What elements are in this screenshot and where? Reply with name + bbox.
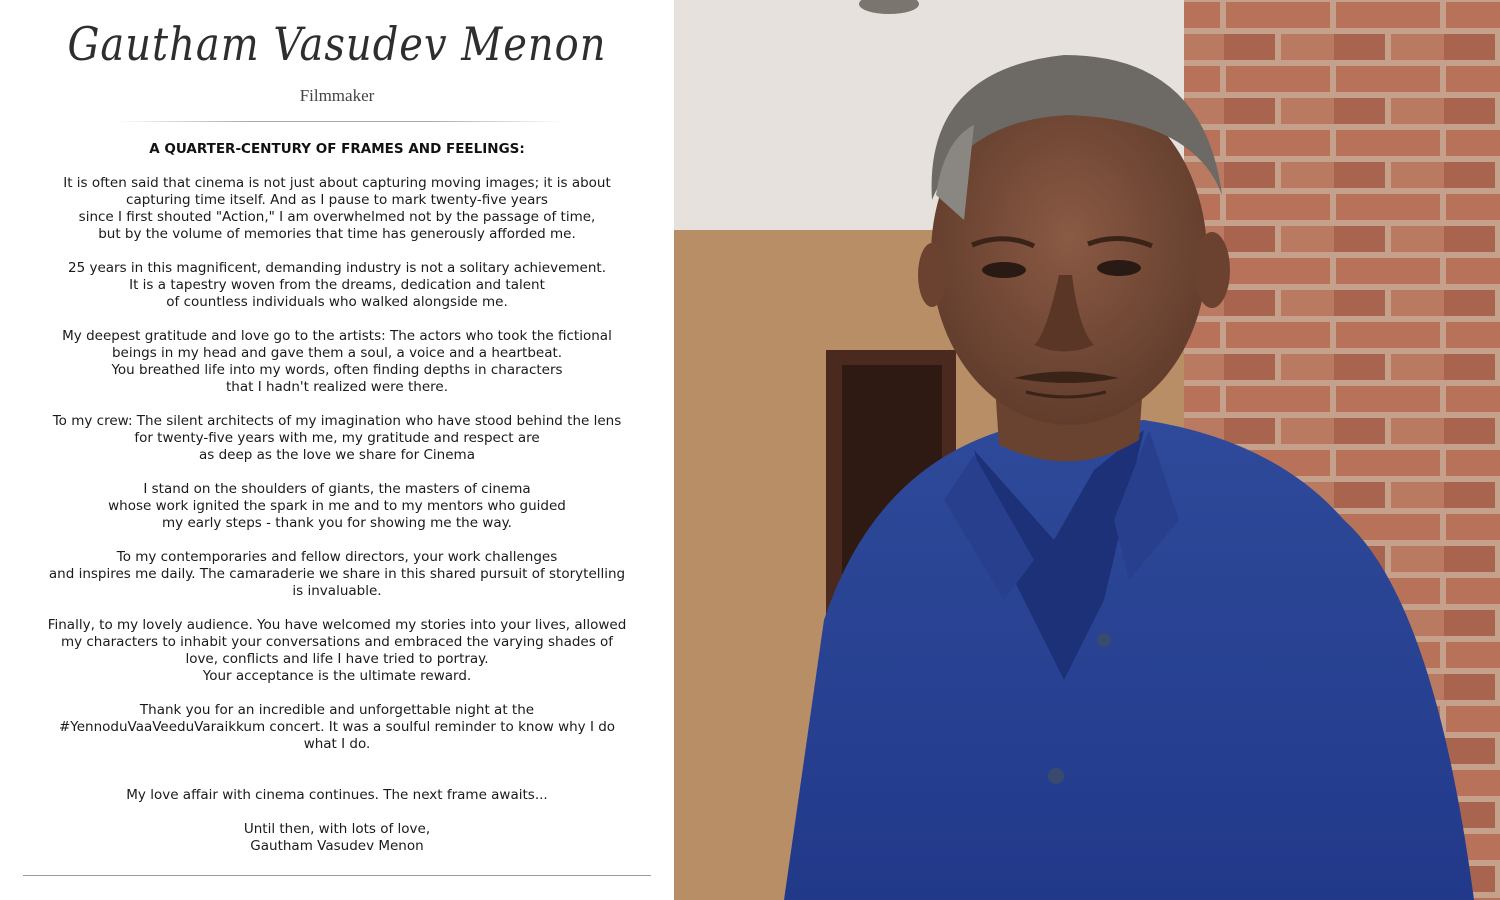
letter-heading: A QUARTER-CENTURY OF FRAMES AND FEELINGS: xyxy=(149,141,525,157)
closing-line: Until then, with lots of love, xyxy=(243,821,431,837)
para-line: since I first shouted "Action," I am overwhelmed not by the passage of time, xyxy=(78,209,596,225)
para-line: capturing time itself. And as I pause to mark twenty-five years xyxy=(126,192,548,208)
paragraph-9 xyxy=(40,787,634,804)
para-line: is invaluable. xyxy=(292,583,382,599)
para-line: but by the volume of memories that time has generously afforded me. xyxy=(98,226,576,242)
para-line: You breathed life into my words, often finding depths in characters xyxy=(111,362,563,378)
divider-bottom xyxy=(23,875,651,876)
para-line: of countless individuals who walked alongside me. xyxy=(166,294,508,310)
paragraph-4 xyxy=(40,413,634,464)
para-line: as deep as the love we share for Cinema xyxy=(199,447,475,463)
para-line: Your acceptance is the ultimate reward. xyxy=(202,668,472,684)
portrait-photo xyxy=(674,0,1500,900)
para-line: I stand on the shoulders of giants, the masters of cinema xyxy=(143,481,531,497)
para-line: my characters to inhabit your conversations and embraced the varying shades of xyxy=(60,634,614,650)
para-line: that I hadn't realized were there. xyxy=(225,379,449,395)
closing-name: Gautham Vasudev Menon xyxy=(250,838,424,854)
para-line: It is often said that cinema is not just about capturing moving images; it is about xyxy=(63,175,611,191)
para-line: love, conflicts and life I have tried to portray. xyxy=(185,651,489,667)
para-line: My deepest gratitude and love go to the artists: The actors who took the fictional xyxy=(62,328,612,344)
para-line: for twenty-five years with me, my gratitude and respect are xyxy=(134,430,540,446)
paragraph-5 xyxy=(40,481,634,532)
para-line: Thank you for an incredible and unforgettable night at the xyxy=(139,702,535,718)
closing xyxy=(40,821,634,855)
para-line: Finally, to my lovely audience. You have welcomed my stories into your lives, allowed xyxy=(47,617,627,633)
para-line: what I do. xyxy=(303,736,371,752)
paragraph-2 xyxy=(40,260,634,311)
para-line: whose work ignited the spark in me and to my mentors who guided xyxy=(108,498,566,514)
role-title: Filmmaker xyxy=(299,86,375,105)
paragraph-7 xyxy=(40,617,634,685)
para-line: 25 years in this magnificent, demanding industry is not a solitary achievement. xyxy=(67,260,606,276)
paragraph-1 xyxy=(40,175,634,243)
para-line: #YennoduVaaVeeduVaraikkum concert. It was a soulful reminder to know why I do xyxy=(58,719,616,735)
letter-panel xyxy=(0,0,674,900)
para-line: My love affair with cinema continues. The next frame awaits... xyxy=(126,787,548,803)
para-line: It is a tapestry woven from the dreams, dedication and talent xyxy=(129,277,545,293)
paragraph-8 xyxy=(40,702,634,753)
paragraph-3 xyxy=(40,328,634,396)
para-line: beings in my head and gave them a soul, a voice and a heartbeat. xyxy=(111,345,563,361)
paragraph-6 xyxy=(40,549,634,600)
para-line: To my crew: The silent architects of my imagination who have stood behind the lens xyxy=(52,413,622,429)
para-line: To my contemporaries and fellow directors, your work challenges xyxy=(116,549,558,565)
para-line: and inspires me daily. The camaraderie we share in this shared pursuit of storytelling xyxy=(48,566,626,582)
signature: Gautham Vasudev Menon xyxy=(67,18,607,72)
para-line: my early steps - thank you for showing me the way. xyxy=(162,515,512,531)
divider-top xyxy=(113,121,565,122)
